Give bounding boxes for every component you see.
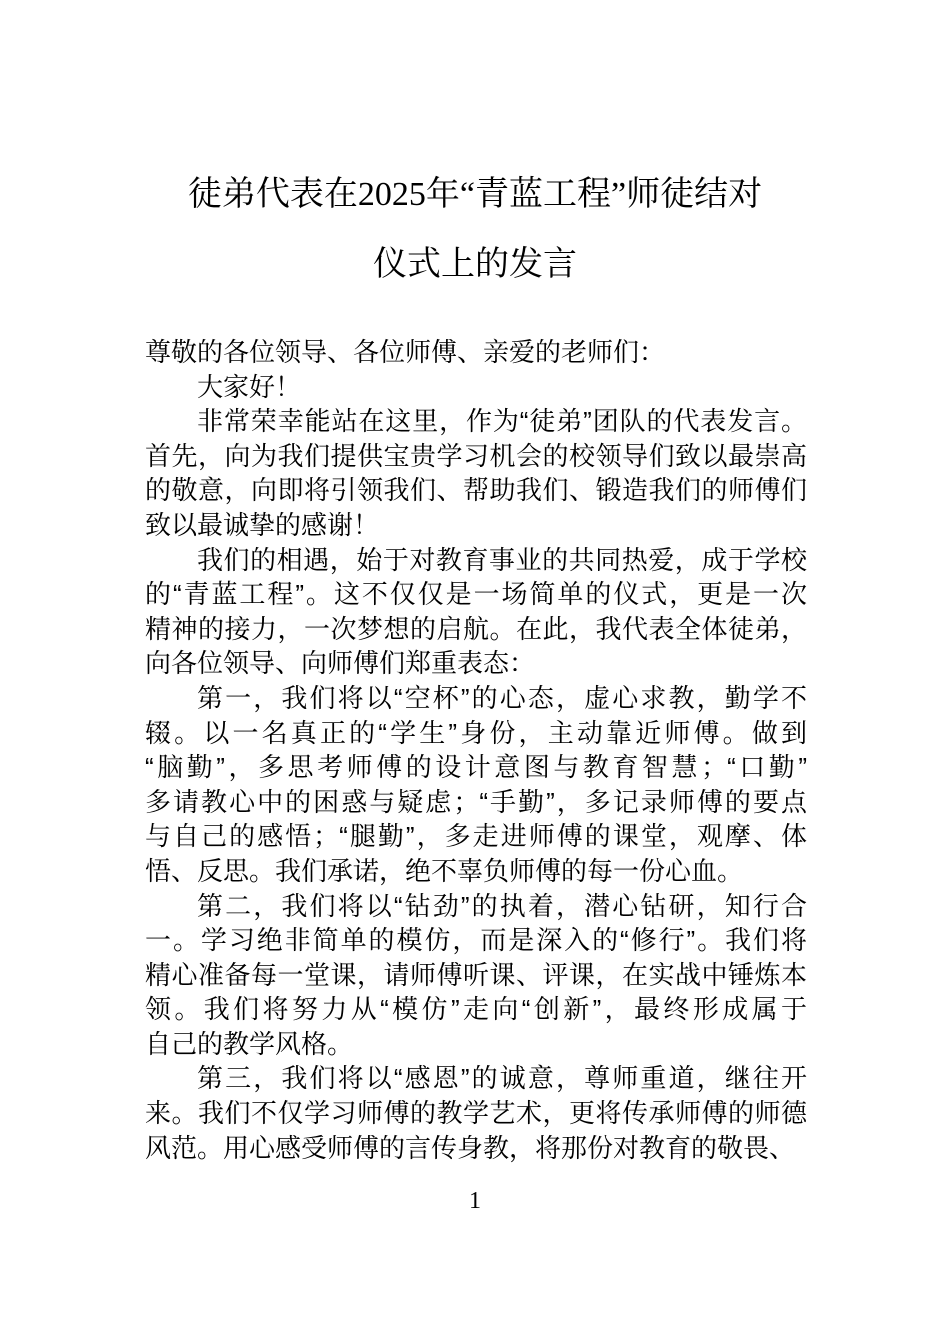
paragraph-line: 的“青蓝工程”。这不仅仅是一场简单的仪式，更是一次 <box>145 579 807 610</box>
salutation: 尊敬的各位领导、各位师傅、亲爱的老师们： <box>145 337 666 367</box>
paragraph-line: 第三，我们将以“感恩”的诚意，尊师重道，继往开 <box>197 1063 807 1094</box>
paragraph-line: 精心准备每一堂课，请师傅听课、评课，在实战中锤炼本 <box>145 959 807 990</box>
paragraph <box>145 370 807 405</box>
paragraph-line: 自己的教学风格。 <box>145 1028 354 1059</box>
paragraph-line: 精神的接力，一次梦想的启航。在此，我代表全体徒弟， <box>145 613 807 644</box>
document-body <box>145 335 807 1165</box>
paragraph-line: 来。我们不仅学习师傅的教学艺术，更将传承师傅的师德 <box>145 1098 807 1129</box>
paragraph-line: 风范。用心感受师傅的言传身教，将那份对教育的敬畏、 <box>145 1132 796 1163</box>
paragraph-line: 我们的相遇，始于对教育事业的共同热爱，成于学校 <box>197 544 807 575</box>
document-title-line-1: 徒弟代表在2025年“青蓝工程”师徒结对 <box>187 176 763 213</box>
paragraph-line: 向各位领导、向师傅们郑重表态： <box>145 648 536 679</box>
paragraph-line: “脑勤”，多思考师傅的设计意图与教育智慧；“口勤” <box>145 752 807 783</box>
paragraph <box>145 404 807 542</box>
paragraph-line: 的敬意，向即将引领我们、帮助我们、锻造我们的师傅们 <box>145 475 807 506</box>
paragraph-line: 第二，我们将以“钻劲”的执着，潜心钻研，知行合 <box>197 890 807 921</box>
paragraph <box>145 681 807 889</box>
paragraph <box>145 543 807 681</box>
paragraph-line: 第一，我们将以“空杯”的心态，虚心求教，勤学不 <box>197 682 807 713</box>
paragraph-line: 致以最诚挚的感谢！ <box>145 509 380 540</box>
page-number: 1 <box>469 1188 481 1214</box>
paragraph-line: 一。学习绝非简单的模仿，而是深入的“修行”。我们将 <box>145 925 807 956</box>
document-title-line-2: 仪式上的发言 <box>373 246 577 283</box>
paragraph <box>145 889 807 1062</box>
paragraph-line: 大家好！ <box>197 371 302 402</box>
paragraph-line: 多请教心中的困惑与疑虑；“手勤”，多记录师傅的要点 <box>145 786 807 817</box>
paragraph-line: 悟、反思。我们承诺，绝不辜负师傅的每一份心血。 <box>145 855 744 886</box>
paragraph <box>145 1061 807 1165</box>
paragraph-line: 非常荣幸能站在这里，作为“徒弟”团队的代表发言。 <box>197 406 807 437</box>
paragraph-line: 辍。以一名真正的“学生”身份，主动靠近师傅。做到 <box>145 717 807 748</box>
paragraph-line: 首先，向为我们提供宝贵学习机会的校领导们致以最崇高 <box>145 440 807 471</box>
paragraph-line: 领。我们将努力从“模仿”走向“创新”，最终形成属于 <box>145 994 807 1025</box>
paragraph-line: 与自己的感悟；“腿勤”，多走进师傅的课堂，观摩、体 <box>145 821 807 852</box>
